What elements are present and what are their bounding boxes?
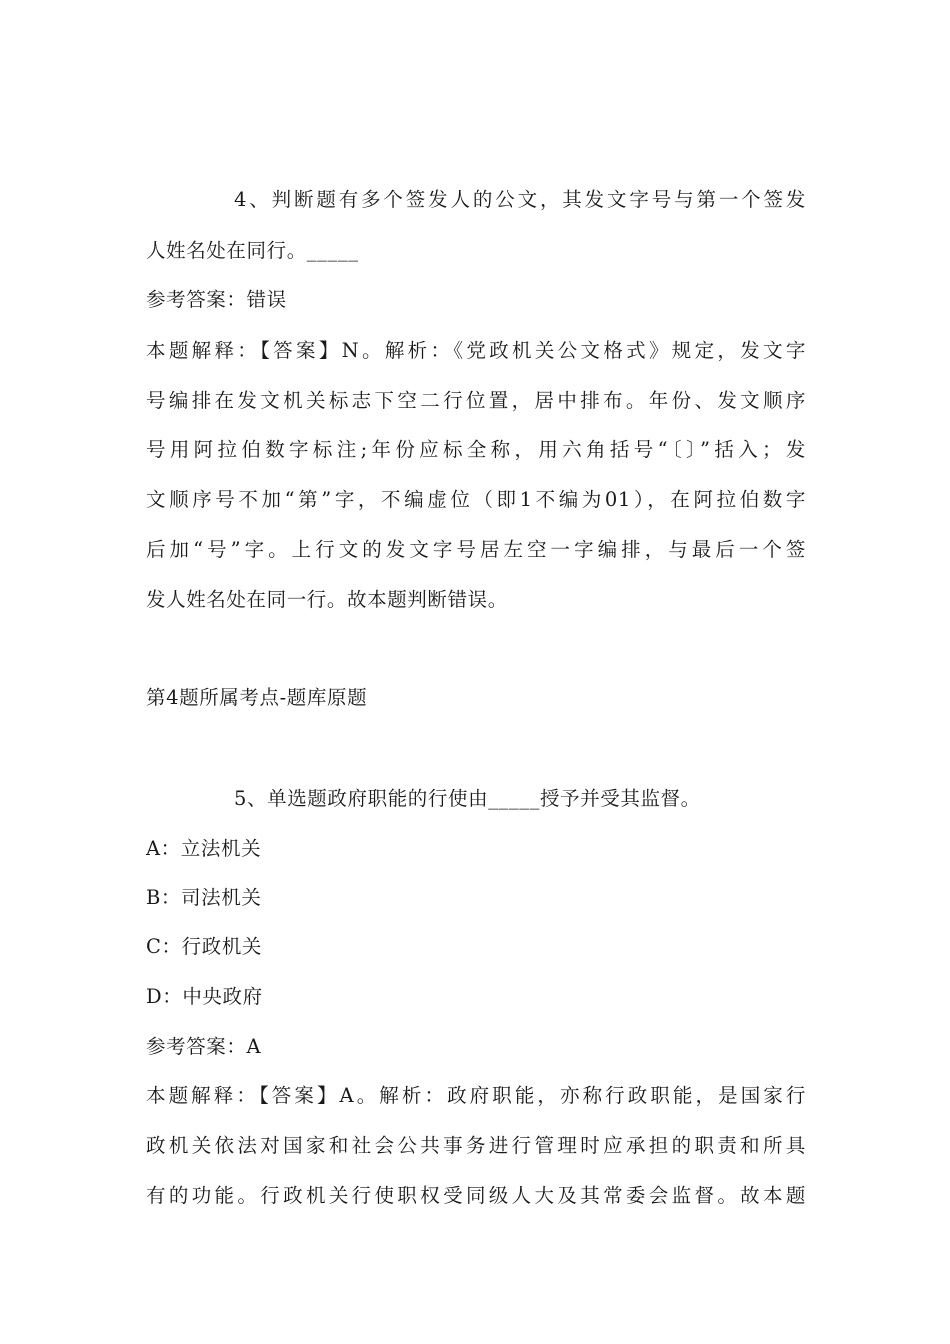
q4-explanation-line-1: 本题解释：【答案】N。解析：《党政机关公文格式》规定，发文字 [146,339,806,362]
q5-option-c: C：行政机关 [146,935,263,958]
q5-explanation-line-1: 本题解释：【答案】A。解析：政府职能，亦称行政职能，是国家行 [146,1084,806,1107]
document-page [146,0,806,1344]
q4-explanation-line-3: 号用阿拉伯数字标注;年份应标全称，用六角括号“〔〕”括入；发 [146,438,806,461]
q5-explanation-line-2: 政机关依法对国家和社会公共事务进行管理时应承担的职责和所具 [146,1134,806,1157]
q5-option-b: B：司法机关 [146,886,262,909]
q4-topic: 第4题所属考点-题库原题 [146,686,368,709]
q4-answer: 参考答案：错误 [146,288,287,311]
q4-question-line-1: 4、判断题有多个签发人的公文，其发文字号与第一个签发 [234,188,806,211]
q5-answer: 参考答案：A [146,1035,262,1058]
q4-explanation-line-2: 号编排在发文机关标志下空二行位置，居中排布。年份、发文顺序 [146,389,806,412]
q4-explanation-line-5: 后加“号”字。上行文的发文字号居左空一字编排，与最后一个签 [146,538,806,561]
q4-explanation-line-4: 文顺序号不加“第”字，不编虚位（即1不编为01），在阿拉伯数字 [146,488,806,511]
q5-option-a: A：立法机关 [146,837,262,860]
q5-explanation-line-3: 有的功能。行政机关行使职权受同级人大及其常委会监督。故本题 [146,1184,806,1207]
q4-explanation-line-6: 发人姓名处在同一行。故本题判断错误。 [146,588,508,611]
q5-question: 5、单选题政府职能的行使由_____授予并受其监督。 [234,787,701,810]
q5-option-d: D：中央政府 [146,985,263,1008]
q4-question-line-2: 人姓名处在同行。_____ [146,239,359,262]
